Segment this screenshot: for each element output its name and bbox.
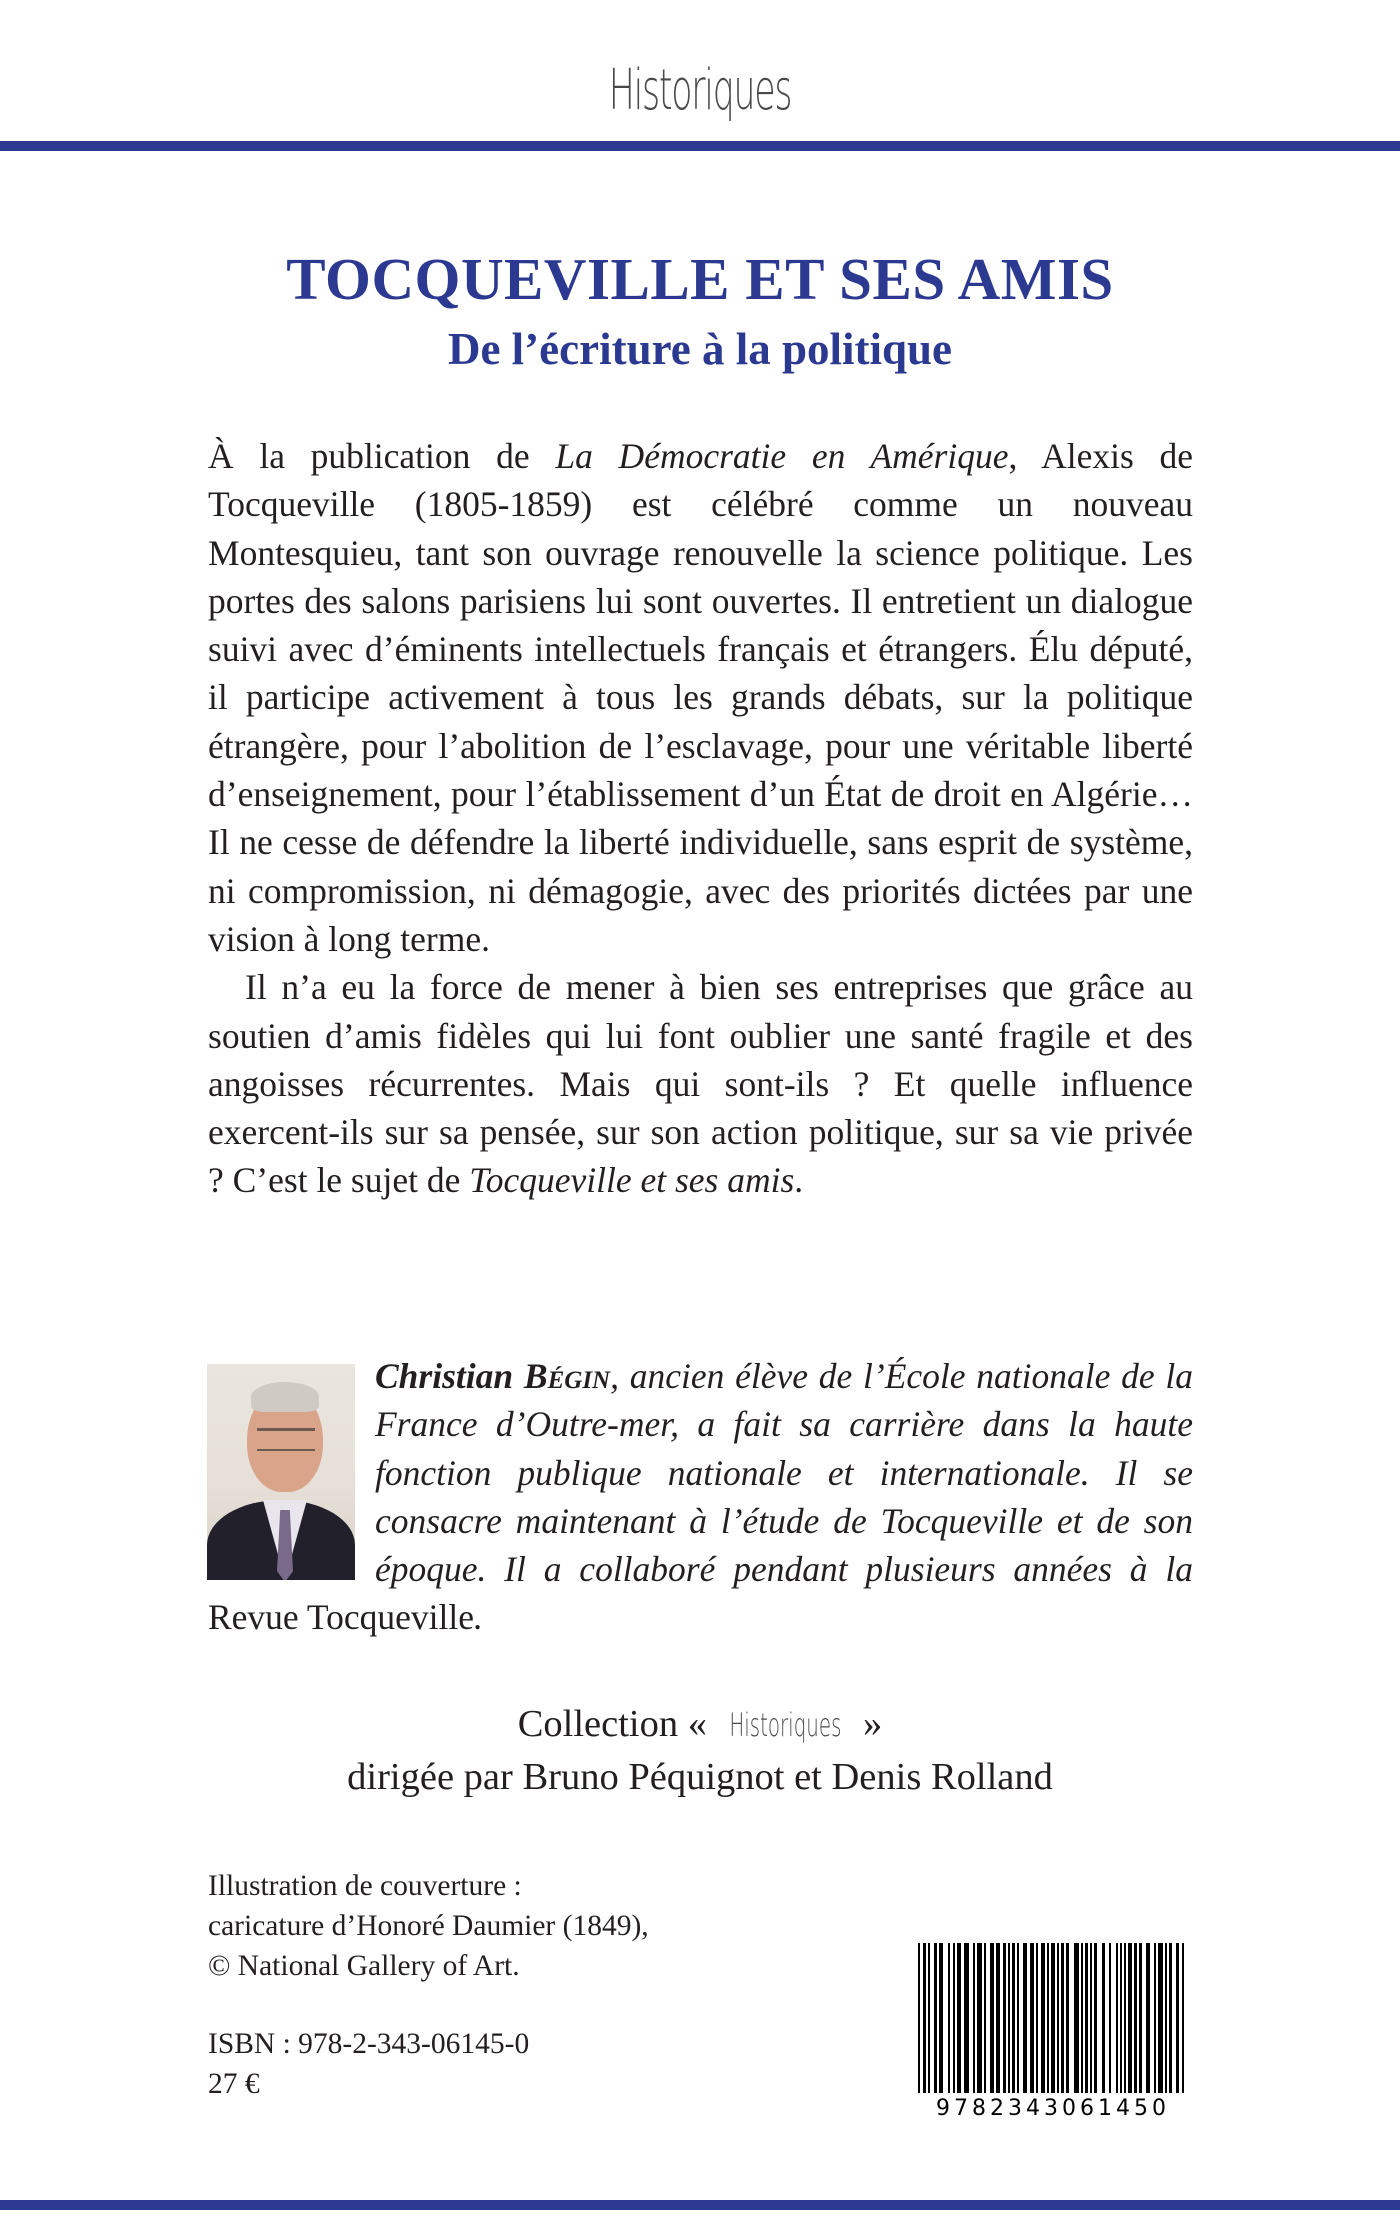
barcode-bar — [1017, 1943, 1019, 2093]
barcode-bar — [977, 1943, 982, 2093]
price: 27 € — [208, 2068, 260, 2100]
top-rule — [0, 141, 1400, 151]
barcode-bar — [934, 1943, 937, 2093]
series-logo: Historiques — [608, 58, 792, 123]
barcode-bar — [1154, 1943, 1156, 2093]
barcode-bar — [1081, 1943, 1083, 2093]
barcode-bar — [1139, 1943, 1142, 2093]
book-title: TOCQUEVILLE ET SES AMIS — [286, 246, 1114, 312]
barcode-bar — [939, 1943, 943, 2093]
barcode-bar — [1047, 1943, 1049, 2093]
back-cover-blurb — [208, 432, 1193, 1205]
barcode-bar — [1051, 1943, 1055, 2093]
barcode-bar — [1124, 1943, 1126, 2093]
barcode-bar — [1003, 1943, 1006, 2093]
barcode-bar — [1120, 1943, 1122, 2093]
barcode-bar — [984, 1943, 986, 2093]
barcode-bar — [923, 1943, 926, 2093]
bottom-rule — [0, 2200, 1400, 2210]
barcode-bar — [1023, 1943, 1027, 2093]
barcode-bar — [1134, 1943, 1137, 2093]
barcode-bar — [1012, 1943, 1015, 2093]
blurb-paragraph-1: À la publication de La Démocratie en Amérique, Alexis de Tocqueville (1805-1859) est célébré comme un nouveau Montesquieu, tant son ouvrage renouvelle la science politique. Les portes des salons parisiens lui sont ouvertes. Il entretient un dialogue suivi avec d’éminents intellectuels français et étrangers. Élu député, il participe activement à tous les grands débats, sur la politique étrangère, pour l’abolition de l’esclavage, pour une véritable liberté d’enseignement, pour l’établissement d’un État de droit en Algérie… Il ne cesse de défendre la liberté individuelle, sans esprit de système, ni compromission, ni démagogie, avec des priorités dictées par une vision à long terme. — [208, 436, 1193, 959]
barcode-bar — [1085, 1943, 1088, 2093]
barcode-bar — [1090, 1943, 1092, 2093]
barcode-bar — [1165, 1943, 1167, 2093]
barcode-bar — [1061, 1943, 1064, 2093]
barcode-bar — [973, 1943, 975, 2093]
collection-line: Collection « Historiques » — [0, 1698, 1400, 1751]
barcode-bar — [996, 1943, 1000, 2093]
collection-directors: dirigée par Bruno Péquignot et Denis Rolland — [347, 1756, 1053, 1798]
barcode-bar — [990, 1943, 994, 2093]
author-name: Christian Bégin — [375, 1356, 611, 1396]
barcode-bar — [1094, 1943, 1097, 2093]
collection-info — [0, 1698, 1400, 1803]
author-bio: Christian Bégin, ancien élève de l’École nationale de la France d’Outre-mer, a fait sa carrière dans la haute fonction publique nationale et internationale. Il se consacre maintenant à l’étude de Tocqueville et de son époque. Il a collaboré pendant plusieurs années à la Revue Tocqueville. — [208, 1356, 1194, 1638]
barcode-digits: 9782343061450 — [936, 2096, 1170, 2121]
barcode-bar — [953, 1943, 955, 2093]
barcode-bar — [948, 1943, 950, 2093]
barcode-bar — [1057, 1943, 1059, 2093]
barcode-bar — [1102, 1943, 1105, 2093]
barcode-bar — [1176, 1943, 1179, 2093]
blurb-paragraph-2: Il n’a eu la force de mener à bien ses entreprises que grâce au soutien d’amis fidèles qui lui font oublier une santé fragile et des angoisses récurrentes. Mais qui sont-ils ? Et quelle influence exercent-ils sur sa pensée, sur son action politique, sur sa vie privée ? C’est le sujet de Tocqueville et ses amis. — [208, 967, 1193, 1201]
barcode-bar — [1128, 1943, 1132, 2093]
barcode-bar — [1146, 1943, 1150, 2093]
barcode-bar — [1158, 1943, 1163, 2093]
cover-credits: Illustration de couverture : caricature d’Honoré Daumier (1849), © National Gallery of Art. — [208, 1870, 649, 1982]
book-subtitle: De l’écriture à la politique — [447, 324, 953, 374]
barcode-bar — [1041, 1943, 1045, 2093]
barcode-bar — [1008, 1943, 1010, 2093]
isbn: ISBN : 978-2-343-06145-0 — [208, 2028, 530, 2060]
barcode-bar — [964, 1943, 969, 2093]
barcode-bar — [1169, 1943, 1172, 2093]
barcode-bar — [918, 1943, 920, 2093]
barcode-bars — [914, 1943, 1192, 2093]
book-reference: Tocqueville et ses amis — [469, 1160, 795, 1201]
barcode-bar — [1109, 1943, 1111, 2093]
journal-name: Revue Tocqueville — [208, 1597, 474, 1638]
barcode-bar — [1182, 1943, 1184, 2093]
barcode — [914, 1943, 1192, 2111]
barcode-bar — [1116, 1943, 1118, 2093]
series-name: Historiques — [728, 1706, 842, 1744]
barcode-bar — [1066, 1943, 1069, 2093]
barcode-bar — [1036, 1943, 1038, 2093]
barcode-bar — [1030, 1943, 1034, 2093]
book-reference: La Démocratie en Amérique — [555, 436, 1009, 476]
barcode-bar — [928, 1943, 930, 2093]
barcode-bar — [957, 1943, 961, 2093]
barcode-bar — [1074, 1943, 1079, 2093]
